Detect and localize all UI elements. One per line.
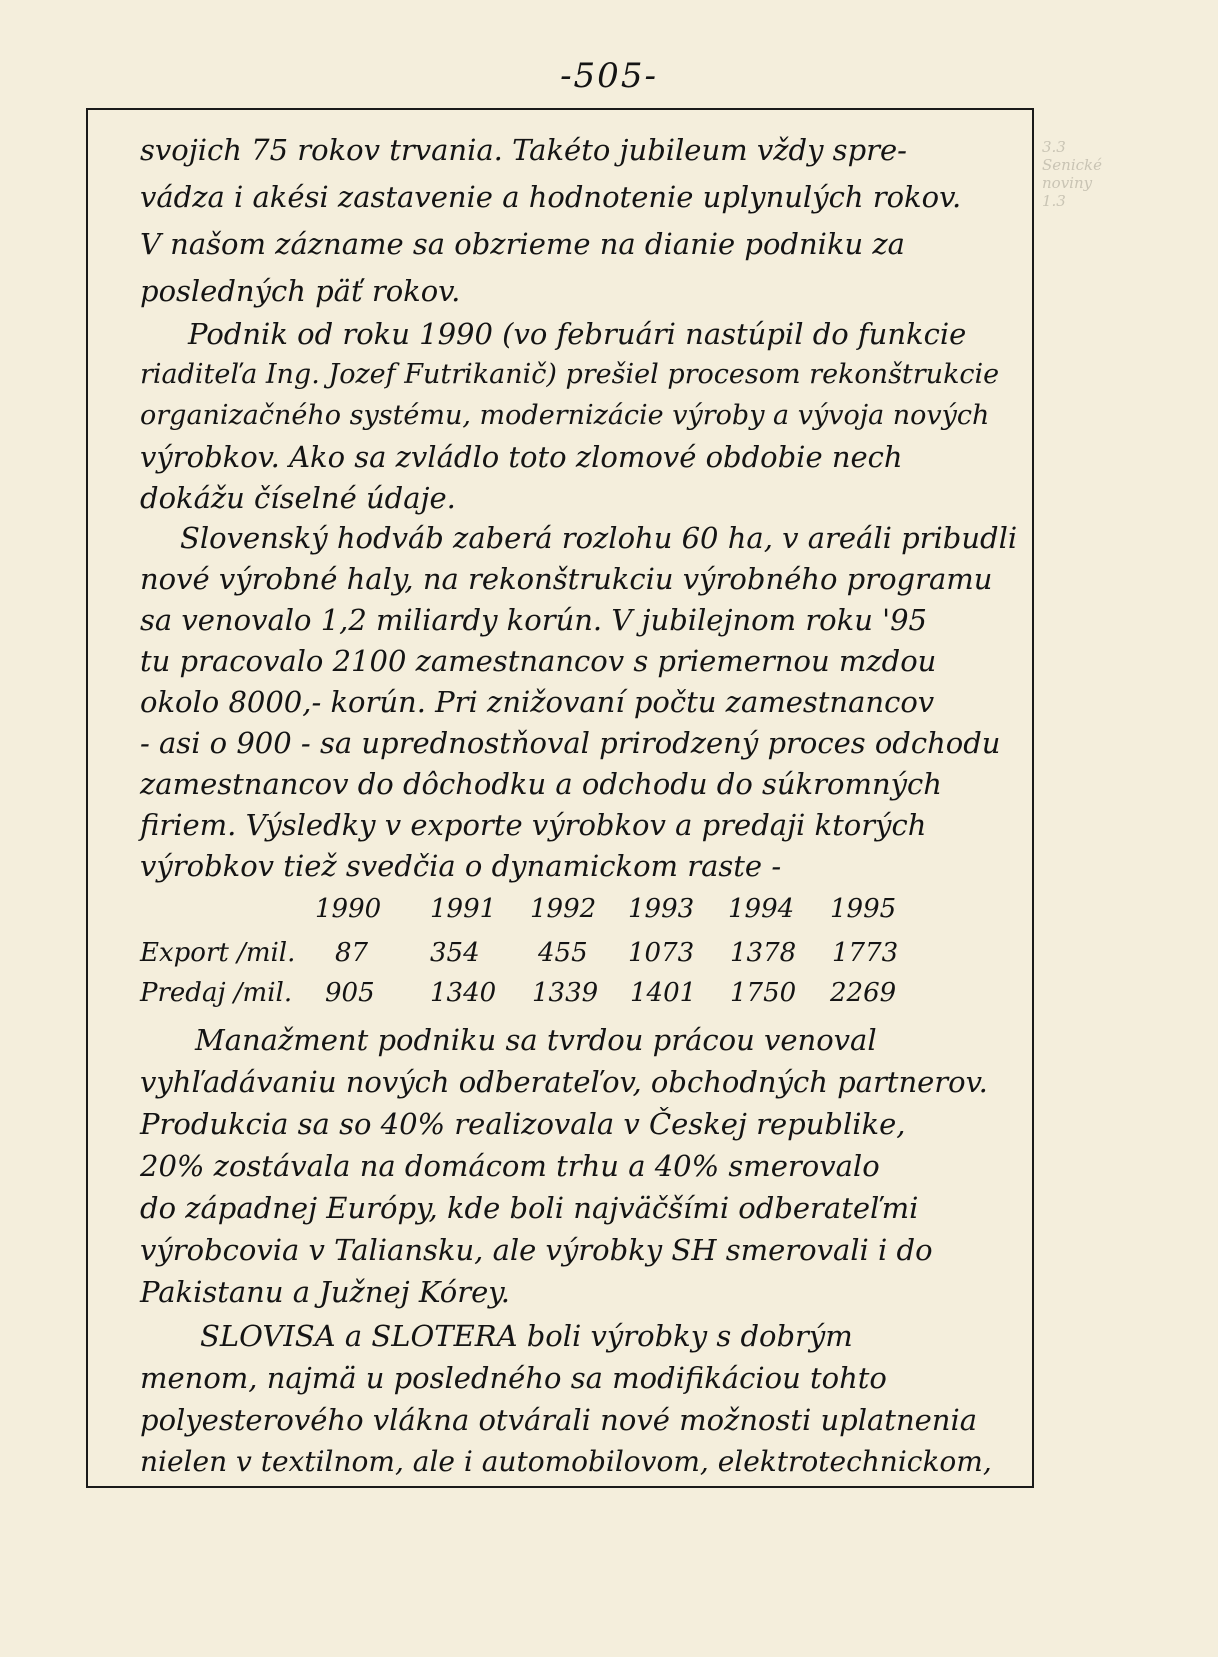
text-line: menom, najmä u posledného sa modifikáciou tohto [140, 1361, 887, 1395]
table-cell: 905 [325, 978, 375, 1008]
margin-note [1042, 138, 1102, 210]
margin-note-line: noviny [1042, 174, 1093, 192]
margin-note-line: 3.3 [1042, 138, 1066, 156]
text-line: vádza i akési zastavenie a hodnotenie uplynulých rokov. [140, 180, 962, 214]
text-line: dokážu číselné údaje. [140, 481, 456, 515]
text-line: Pakistanu a Južnej Kórey. [140, 1275, 511, 1309]
text-line: polyesterového vlákna otvárali nové možnosti uplatnenia [140, 1403, 978, 1437]
text-line: riaditeľa Ing. Jozef Futrikanič) prešiel procesom rekonštrukcie [140, 359, 1000, 390]
table-cell: 87 [335, 938, 369, 968]
table-cell: 1340 [430, 978, 497, 1008]
text-line: 20% zostávala na domácom trhu a 40% smerovalo [140, 1149, 880, 1183]
margin-note-line: Senické [1042, 156, 1102, 174]
table-year: 1994 [728, 894, 795, 924]
text-line: vyhľadávaniu nových odberateľov, obchodných partnerov. [140, 1065, 988, 1099]
text-line: posledných päť rokov. [140, 274, 461, 308]
table-row [140, 973, 1020, 1013]
table-row [140, 933, 1020, 973]
table-cell: 1339 [532, 978, 599, 1008]
text-line: sa venovalo 1,2 miliardy korún. V jubilejnom roku '95 [140, 603, 927, 637]
text-line: Manažment podniku sa tvrdou prácou venoval [195, 1023, 877, 1057]
text-line: svojich 75 rokov trvania. Takéto jubileum vždy spre- [140, 133, 907, 167]
table-year: 1992 [530, 894, 597, 924]
text-line: Slovenský hodváb zaberá rozlohu 60 ha, v areáli pribudli [180, 521, 1018, 555]
text-line: nové výrobné haly, na rekonštrukciu výrobného programu [140, 562, 993, 596]
text-line: - asi o 900 - sa uprednostňoval prirodzený proces odchodu [140, 726, 1001, 760]
table-cell: 354 [430, 938, 480, 968]
text-line: tu pracovalo 2100 zamestnancov s priemernou mzdou [140, 644, 937, 678]
table-cell: 1773 [832, 938, 899, 968]
margin-note-line: 1.3 [1042, 192, 1066, 210]
text-line: firiem. Výsledky v exporte výrobkov a predaji ktorých [140, 808, 927, 842]
table-cell: 455 [538, 938, 588, 968]
text-line: nielen v textilnom, ale i automobilovom, elektrotechnickom, [140, 1445, 992, 1478]
table-cell: 1401 [630, 978, 697, 1008]
table-year: 1991 [430, 894, 497, 924]
table-year: 1990 [315, 894, 382, 924]
table-year: 1995 [830, 894, 897, 924]
text-line: SLOVISA a SLOTERA boli výrobky s dobrým [200, 1319, 853, 1353]
table-cell: 1750 [730, 978, 797, 1008]
text-line: organizačného systému, modernizácie výroby a vývoja nových [140, 400, 990, 431]
table-header-row [140, 889, 1020, 929]
text-line: V našom zázname sa obzrieme na dianie podniku za [140, 227, 905, 261]
table-year: 1993 [628, 894, 695, 924]
text-line: Produkcia sa so 40% realizovala v Českej republike, [140, 1107, 906, 1141]
table-cell: 1073 [628, 938, 695, 968]
table-cell: 2269 [830, 978, 897, 1008]
text-line: Podnik od roku 1990 (vo februári nastúpil do funkcie [188, 317, 967, 351]
text-line: zamestnancov do dôchodku a odchodu do súkromných [140, 767, 942, 801]
table-cell: 1378 [730, 938, 797, 968]
table-row-label: Export /mil. [140, 938, 296, 968]
text-line: okolo 8000,- korún. Pri znižovaní počtu zamestnancov [140, 685, 935, 719]
text-line: do západnej Európy, kde boli najväčšími odberateľmi [140, 1191, 919, 1225]
text-line: výrobkov. Ako sa zvládlo toto zlomové obdobie nech [140, 440, 903, 474]
table-row-label: Predaj /mil. [140, 978, 293, 1008]
page-number: -505- [560, 56, 658, 96]
text-line: výrobcovia v Taliansku, ale výrobky SH smerovali i do [140, 1233, 933, 1267]
text-line: výrobkov tiež svedčia o dynamickom raste - [140, 849, 782, 883]
